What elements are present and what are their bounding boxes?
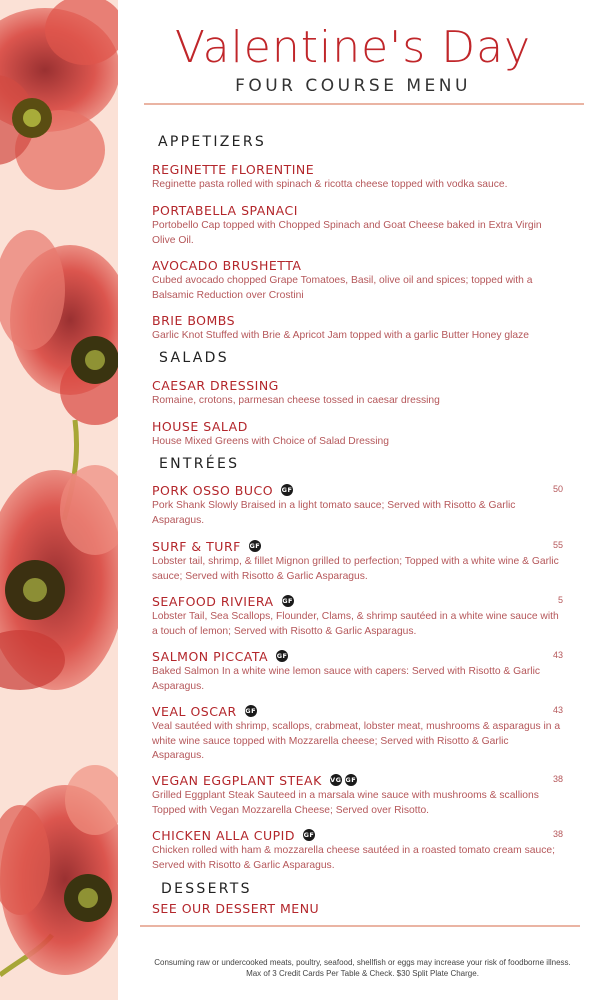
poppy-middle xyxy=(0,230,118,425)
menu-item xyxy=(152,202,562,248)
item-description: Lobster Tail, Sea Scallops, Flounder, Clams, & shrimp sautéed in a white wine sauce with a touch of lemon; Served with Risotto & Garlic Asparagus. xyxy=(152,611,559,637)
menu-item xyxy=(152,418,562,450)
item-description: Cubed avocado chopped Grape Tomatoes, Basil, olive oil and spices; topped with a Balsamic Reduction over Crostini xyxy=(152,275,533,301)
gluten-free-icon: GF xyxy=(276,652,288,660)
gluten-free-icon: GF xyxy=(245,707,257,715)
menu-item xyxy=(152,827,562,873)
gluten-free-icon: GF xyxy=(282,597,293,605)
item-description: Pork Shank Slowly Braised in a light tomato sauce; Served with Risotto & Garlic Asparagus. xyxy=(152,500,516,526)
allergy-notice: Consuming raw or undercooked meats, poultry, seafood, shellfish or eggs may increase your risk of foodborne illness. xyxy=(154,958,571,967)
menu-item xyxy=(152,377,562,409)
header-divider xyxy=(144,103,584,105)
item-name: PORK OSSO BUCO xyxy=(152,482,274,498)
item-description: Romaine, crotons, parmesan cheese tossed in caesar dressing xyxy=(152,395,440,406)
gluten-free-icon: GF xyxy=(249,542,261,550)
menu-item xyxy=(152,312,562,344)
item-description: Lobster tail, shrimp, & fillet Mignon grilled to perfection; Topped with a white wine & Garlic sauce; Served with Risotto & Garlic Asparagus. xyxy=(152,556,559,582)
item-description: Garlic Knot Stuffed with Brie & Apricot Jam topped with a garlic Butter Honey glaze xyxy=(152,330,529,341)
menu-item xyxy=(152,703,562,764)
item-price: 50 xyxy=(552,484,563,494)
poppy-lower xyxy=(0,465,118,690)
menu-item xyxy=(152,257,562,303)
item-name: REGINETTE FLORENTINE xyxy=(152,161,315,177)
page-subtitle: FOUR COURSE MENU xyxy=(235,76,471,96)
poppy-bottom xyxy=(0,765,118,975)
section-heading-appetizers: APPETIZERS xyxy=(158,134,267,150)
item-description: Baked Salmon In a white wine lemon sauce with capers: Served with Risotto & Garlic Asparagus. xyxy=(152,666,541,692)
section-heading-entrees: ENTRÉES xyxy=(159,456,240,472)
item-name: SEAFOOD RIVIERA xyxy=(152,593,274,609)
item-description: Veal sautéed with shrimp, scallops, crabmeat, lobster meat, mushrooms & asparagus in a white wine sauce topped with Mozzarella cheese; Served with Risotto & Garlic Asparagus. xyxy=(152,721,561,761)
dessert-menu-link[interactable] xyxy=(152,900,562,916)
item-description: House Mixed Greens with Choice of Salad Dressing xyxy=(152,436,389,447)
item-description: Reginette pasta rolled with spinach & ricotta cheese topped with vodka sauce. xyxy=(152,179,508,190)
poppy-flower-illustration xyxy=(0,0,118,1000)
item-name: BRIE BOMBS xyxy=(152,312,236,328)
item-name: SURF & TURF xyxy=(152,538,241,554)
item-price: 43 xyxy=(552,705,563,715)
dessert-menu-label: SEE OUR DESSERT MENU xyxy=(152,900,320,916)
item-price: 5 xyxy=(557,595,563,605)
footer-disclaimer xyxy=(118,958,607,979)
page-title: Valentine's Day xyxy=(174,22,532,73)
menu-item xyxy=(152,648,562,694)
item-description: Grilled Eggplant Steak Sauteed in a marsala wine sauce with mushrooms & scallions Topped with Vegan Mozzarella Cheese; Served over Risotto. xyxy=(152,790,539,816)
item-name: VEGAN EGGPLANT STEAK xyxy=(152,772,322,788)
item-name: VEAL OSCAR xyxy=(152,703,237,719)
gluten-free-icon: GF xyxy=(345,776,357,784)
item-description: Chicken rolled with ham & mozzarella cheese sautéed in a roasted tomato cream sauce; Served with Risotto & Garlic Asparagus. xyxy=(152,845,555,871)
section-heading-salads: SALADS xyxy=(159,350,229,366)
item-name: PORTABELLA SPANACI xyxy=(152,202,298,218)
menu-item xyxy=(152,482,562,528)
menu-content xyxy=(118,0,607,1000)
menu-item xyxy=(152,538,562,584)
item-price: 38 xyxy=(552,829,563,839)
item-name: SALMON PICCATA xyxy=(152,648,269,664)
section-heading-desserts: DESSERTS xyxy=(161,881,252,897)
menu-item xyxy=(152,161,562,193)
item-name: CHICKEN ALLA CUPID xyxy=(152,827,295,843)
item-name: AVOCADO BRUSHETTA xyxy=(152,257,302,273)
item-name: CAESAR DRESSING xyxy=(152,377,279,393)
item-name: HOUSE SALAD xyxy=(152,418,248,434)
payment-notice: Max of 3 Credit Cards Per Table & Check. $30 Split Plate Charge. xyxy=(246,968,479,978)
poppy-top xyxy=(0,0,118,190)
item-description: Portobello Cap topped with Chopped Spinach and Goat Cheese baked in Extra Virgin Olive Oil. xyxy=(152,220,542,246)
item-price: 55 xyxy=(552,540,563,550)
menu-item xyxy=(152,772,562,818)
poppy-sidebar xyxy=(0,0,118,1000)
gluten-free-icon: GF xyxy=(303,831,315,839)
menu-item xyxy=(152,593,562,639)
vegan-icon: VG xyxy=(330,776,342,784)
item-price: 38 xyxy=(552,774,563,784)
item-price: 43 xyxy=(552,650,563,660)
gluten-free-icon: GF xyxy=(281,486,293,494)
footer-divider xyxy=(140,925,580,927)
